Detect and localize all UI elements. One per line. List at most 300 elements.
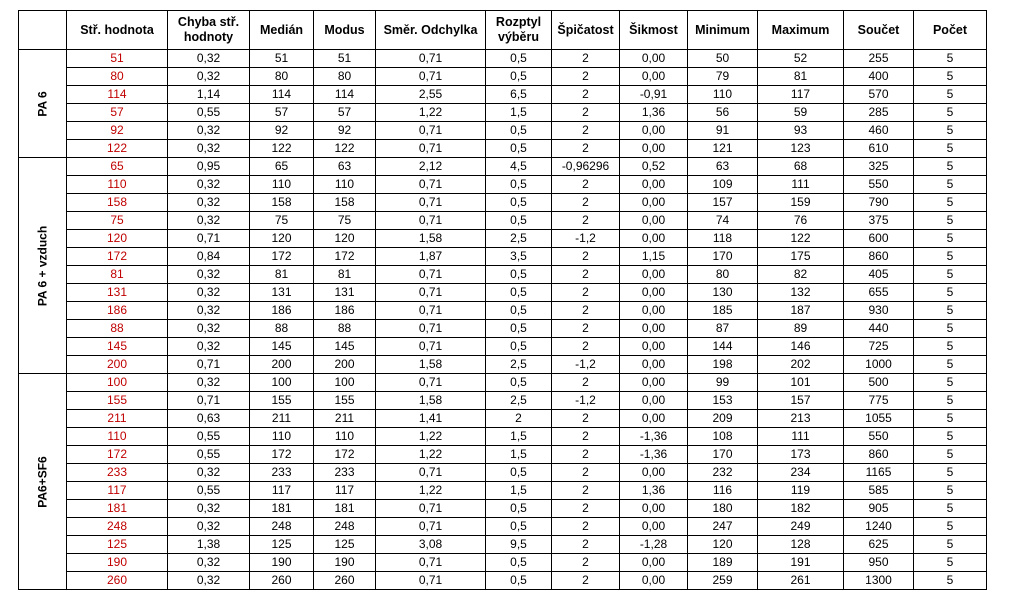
- table-cell: 81: [314, 266, 376, 284]
- table-cell: 585: [844, 482, 914, 500]
- table-cell: 2: [552, 482, 620, 500]
- mean-value-cell: 248: [67, 518, 168, 536]
- table-row: [19, 248, 987, 266]
- table-cell: 0,71: [376, 500, 486, 518]
- table-cell: 5: [914, 248, 987, 266]
- table-cell: 0,5: [486, 338, 552, 356]
- header-cell: Špičatost: [552, 11, 620, 50]
- table-cell: 9,5: [486, 536, 552, 554]
- mean-value-cell: 158: [67, 194, 168, 212]
- table-cell: 1,41: [376, 410, 486, 428]
- table-cell: 725: [844, 338, 914, 356]
- mean-value-cell: 181: [67, 500, 168, 518]
- table-cell: 0,71: [376, 212, 486, 230]
- table-cell: 1,58: [376, 392, 486, 410]
- mean-value-cell: 211: [67, 410, 168, 428]
- table-cell: 1,15: [620, 248, 688, 266]
- table-cell: 0,00: [620, 302, 688, 320]
- mean-value-cell: 80: [67, 68, 168, 86]
- table-cell: 1,22: [376, 482, 486, 500]
- table-cell: 88: [314, 320, 376, 338]
- table-cell: 5: [914, 104, 987, 122]
- table-cell: 0,5: [486, 212, 552, 230]
- table-cell: 5: [914, 464, 987, 482]
- table-cell: 157: [688, 194, 758, 212]
- table-cell: 2,55: [376, 86, 486, 104]
- table-cell: 440: [844, 320, 914, 338]
- table-cell: 0,32: [168, 140, 250, 158]
- table-cell: 108: [688, 428, 758, 446]
- table-cell: 1,58: [376, 356, 486, 374]
- table-cell: 0,32: [168, 212, 250, 230]
- header-cell: Minimum: [688, 11, 758, 50]
- mean-value-cell: 110: [67, 428, 168, 446]
- table-cell: 52: [758, 50, 844, 68]
- table-cell: 0,71: [376, 518, 486, 536]
- table-row: [19, 320, 987, 338]
- header-cell: Počet: [914, 11, 987, 50]
- table-row: [19, 428, 987, 446]
- table-cell: 0,55: [168, 104, 250, 122]
- table-cell: 5: [914, 374, 987, 392]
- table-cell: 2: [552, 446, 620, 464]
- mean-value-cell: 92: [67, 122, 168, 140]
- table-cell: 131: [314, 284, 376, 302]
- table-cell: 5: [914, 212, 987, 230]
- table-row: [19, 554, 987, 572]
- table-cell: 50: [688, 50, 758, 68]
- table-cell: 123: [758, 140, 844, 158]
- table-cell: 0,00: [620, 392, 688, 410]
- table-cell: 0,55: [168, 428, 250, 446]
- table-cell: 145: [314, 338, 376, 356]
- table-cell: 655: [844, 284, 914, 302]
- table-cell: 99: [688, 374, 758, 392]
- table-cell: 111: [758, 176, 844, 194]
- table-cell: 0,00: [620, 464, 688, 482]
- table-cell: 249: [758, 518, 844, 536]
- table-row: [19, 68, 987, 86]
- table-cell: 200: [250, 356, 314, 374]
- table-cell: -0,91: [620, 86, 688, 104]
- table-cell: 233: [314, 464, 376, 482]
- table-cell: 74: [688, 212, 758, 230]
- table-cell: 5: [914, 266, 987, 284]
- table-cell: 2: [552, 518, 620, 536]
- table-cell: -1,2: [552, 230, 620, 248]
- table-row: [19, 122, 987, 140]
- table-row: [19, 410, 987, 428]
- table-cell: 0,71: [376, 140, 486, 158]
- table-cell: 0,84: [168, 248, 250, 266]
- header-cell: Stř. hodnota: [67, 11, 168, 50]
- table-cell: 0,32: [168, 122, 250, 140]
- table-cell: 145: [250, 338, 314, 356]
- table-cell: 5: [914, 68, 987, 86]
- table-cell: 5: [914, 428, 987, 446]
- table-cell: 116: [688, 482, 758, 500]
- table-cell: -1,36: [620, 446, 688, 464]
- table-cell: 5: [914, 176, 987, 194]
- table-cell: 0,71: [376, 338, 486, 356]
- table-row: [19, 536, 987, 554]
- table-cell: 190: [250, 554, 314, 572]
- table-cell: 100: [314, 374, 376, 392]
- table-cell: 0,95: [168, 158, 250, 176]
- table-cell: 0,32: [168, 374, 250, 392]
- table-cell: 2: [552, 50, 620, 68]
- table-cell: 92: [250, 122, 314, 140]
- table-cell: 2: [552, 140, 620, 158]
- table-cell: 1,14: [168, 86, 250, 104]
- table-cell: 5: [914, 572, 987, 590]
- table-cell: 0,32: [168, 572, 250, 590]
- table-cell: 153: [688, 392, 758, 410]
- table-cell: 261: [758, 572, 844, 590]
- mean-value-cell: 75: [67, 212, 168, 230]
- table-cell: 120: [250, 230, 314, 248]
- table-row: [19, 338, 987, 356]
- table-cell: 117: [314, 482, 376, 500]
- table-cell: 1240: [844, 518, 914, 536]
- table-cell: 2: [552, 284, 620, 302]
- header-corner: [19, 11, 67, 50]
- table-cell: 110: [314, 428, 376, 446]
- table-cell: 5: [914, 320, 987, 338]
- table-cell: 1000: [844, 356, 914, 374]
- mean-value-cell: 186: [67, 302, 168, 320]
- table-cell: 51: [314, 50, 376, 68]
- table-cell: -1,36: [620, 428, 688, 446]
- table-cell: 2: [486, 410, 552, 428]
- table-cell: 0,00: [620, 230, 688, 248]
- table-cell: 3,08: [376, 536, 486, 554]
- table-cell: 119: [758, 482, 844, 500]
- table-cell: 0,5: [486, 464, 552, 482]
- table-cell: 172: [314, 248, 376, 266]
- table-row: [19, 212, 987, 230]
- table-cell: 550: [844, 176, 914, 194]
- table-cell: 0,5: [486, 374, 552, 392]
- table-cell: 0,00: [620, 320, 688, 338]
- table-cell: 114: [250, 86, 314, 104]
- group-label: PA 6: [35, 90, 49, 117]
- table-cell: 0,71: [376, 50, 486, 68]
- table-cell: 125: [314, 536, 376, 554]
- mean-value-cell: 155: [67, 392, 168, 410]
- table-cell: 325: [844, 158, 914, 176]
- table-cell: 0,00: [620, 572, 688, 590]
- table-cell: 232: [688, 464, 758, 482]
- table-row: [19, 50, 987, 68]
- table-cell: 110: [250, 428, 314, 446]
- table-cell: 460: [844, 122, 914, 140]
- table-cell: 1,22: [376, 104, 486, 122]
- table-cell: 259: [688, 572, 758, 590]
- table-cell: 0,00: [620, 176, 688, 194]
- table-cell: 0,00: [620, 374, 688, 392]
- table-cell: 211: [250, 410, 314, 428]
- table-cell: 170: [688, 248, 758, 266]
- table-cell: 1,38: [168, 536, 250, 554]
- table-cell: 80: [688, 266, 758, 284]
- table-row: [19, 446, 987, 464]
- table-cell: 117: [758, 86, 844, 104]
- table-cell: 155: [250, 392, 314, 410]
- header-cell: Směr. Odchylka: [376, 11, 486, 50]
- mean-value-cell: 57: [67, 104, 168, 122]
- table-cell: 79: [688, 68, 758, 86]
- table-cell: 2: [552, 122, 620, 140]
- header-cell: Rozptyl výběru: [486, 11, 552, 50]
- table-cell: 0,32: [168, 500, 250, 518]
- table-body: [19, 50, 987, 590]
- table-cell: 157: [758, 392, 844, 410]
- table-cell: 128: [758, 536, 844, 554]
- mean-value-cell: 65: [67, 158, 168, 176]
- table-cell: 5: [914, 284, 987, 302]
- table-row: [19, 230, 987, 248]
- table-cell: 0,71: [376, 464, 486, 482]
- table-cell: 111: [758, 428, 844, 446]
- table-row: [19, 500, 987, 518]
- table-cell: 5: [914, 302, 987, 320]
- table-cell: 0,5: [486, 518, 552, 536]
- table-cell: 0,71: [376, 572, 486, 590]
- table-cell: 0,71: [376, 554, 486, 572]
- mean-value-cell: 190: [67, 554, 168, 572]
- table-cell: 51: [250, 50, 314, 68]
- mean-value-cell: 114: [67, 86, 168, 104]
- table-cell: 130: [688, 284, 758, 302]
- table-cell: 110: [688, 86, 758, 104]
- mean-value-cell: 172: [67, 248, 168, 266]
- table-cell: 0,00: [620, 410, 688, 428]
- table-cell: 92: [314, 122, 376, 140]
- table-row: [19, 374, 987, 392]
- mean-value-cell: 122: [67, 140, 168, 158]
- table-cell: 1,22: [376, 428, 486, 446]
- table-cell: 172: [250, 446, 314, 464]
- table-cell: 2,5: [486, 356, 552, 374]
- table-cell: 2: [552, 374, 620, 392]
- table-cell: 101: [758, 374, 844, 392]
- table-cell: 175: [758, 248, 844, 266]
- table-row: [19, 176, 987, 194]
- mean-value-cell: 125: [67, 536, 168, 554]
- header-cell: Součet: [844, 11, 914, 50]
- table-cell: 198: [688, 356, 758, 374]
- table-cell: 191: [758, 554, 844, 572]
- table-cell: 0,71: [376, 194, 486, 212]
- table-cell: 625: [844, 536, 914, 554]
- table-cell: 1165: [844, 464, 914, 482]
- table-cell: 0,00: [620, 356, 688, 374]
- table-cell: 2: [552, 302, 620, 320]
- table-row: [19, 86, 987, 104]
- table-cell: 110: [250, 176, 314, 194]
- table-row: [19, 392, 987, 410]
- table-cell: 2,5: [486, 392, 552, 410]
- table-cell: 860: [844, 446, 914, 464]
- table-cell: 155: [314, 392, 376, 410]
- table-cell: 1,5: [486, 428, 552, 446]
- table-cell: 56: [688, 104, 758, 122]
- table-cell: 0,5: [486, 266, 552, 284]
- table-cell: 2: [552, 572, 620, 590]
- table-cell: 185: [688, 302, 758, 320]
- table-cell: 1,58: [376, 230, 486, 248]
- table-cell: 234: [758, 464, 844, 482]
- table-cell: 600: [844, 230, 914, 248]
- table-cell: 0,32: [168, 266, 250, 284]
- table-cell: 0,5: [486, 50, 552, 68]
- table-cell: 80: [314, 68, 376, 86]
- table-cell: 2: [552, 554, 620, 572]
- table-cell: 0,32: [168, 284, 250, 302]
- table-cell: 213: [758, 410, 844, 428]
- table-cell: 0,71: [376, 122, 486, 140]
- table-cell: 5: [914, 554, 987, 572]
- table-cell: 247: [688, 518, 758, 536]
- table-cell: 2: [552, 320, 620, 338]
- table-cell: 173: [758, 446, 844, 464]
- table-cell: 100: [250, 374, 314, 392]
- table-cell: 0,52: [620, 158, 688, 176]
- table-cell: 2: [552, 266, 620, 284]
- table-cell: 285: [844, 104, 914, 122]
- header-row: [19, 11, 987, 50]
- table-cell: 4,5: [486, 158, 552, 176]
- table-cell: 5: [914, 356, 987, 374]
- table-row: [19, 572, 987, 590]
- table-cell: 0,32: [168, 338, 250, 356]
- table-cell: 114: [314, 86, 376, 104]
- table-cell: 0,32: [168, 518, 250, 536]
- table-cell: 132: [758, 284, 844, 302]
- table-cell: 5: [914, 50, 987, 68]
- table-cell: 0,71: [376, 68, 486, 86]
- header-cell: Šikmost: [620, 11, 688, 50]
- table-cell: 125: [250, 536, 314, 554]
- table-cell: 2: [552, 410, 620, 428]
- table-cell: 500: [844, 374, 914, 392]
- table-cell: 200: [314, 356, 376, 374]
- table-cell: 59: [758, 104, 844, 122]
- table-cell: 2,5: [486, 230, 552, 248]
- table-cell: -1,28: [620, 536, 688, 554]
- mean-value-cell: 145: [67, 338, 168, 356]
- table-cell: 0,32: [168, 302, 250, 320]
- table-cell: 186: [250, 302, 314, 320]
- table-cell: 0,32: [168, 320, 250, 338]
- table-cell: 189: [688, 554, 758, 572]
- table-cell: 5: [914, 194, 987, 212]
- table-cell: 0,00: [620, 212, 688, 230]
- table-cell: 202: [758, 356, 844, 374]
- table-cell: 0,5: [486, 140, 552, 158]
- mean-value-cell: 200: [67, 356, 168, 374]
- table-cell: 5: [914, 338, 987, 356]
- table-cell: 63: [314, 158, 376, 176]
- mean-value-cell: 88: [67, 320, 168, 338]
- table-cell: 0,5: [486, 320, 552, 338]
- table-cell: 0,63: [168, 410, 250, 428]
- group-label-cell: [19, 374, 67, 590]
- table-cell: 0,71: [168, 356, 250, 374]
- table-cell: 65: [250, 158, 314, 176]
- mean-value-cell: 110: [67, 176, 168, 194]
- header-cell: Medián: [250, 11, 314, 50]
- table-cell: 2,12: [376, 158, 486, 176]
- table-cell: 248: [314, 518, 376, 536]
- table-cell: 2: [552, 86, 620, 104]
- table-cell: 6,5: [486, 86, 552, 104]
- table-cell: 2: [552, 176, 620, 194]
- table-cell: -1,2: [552, 392, 620, 410]
- table-cell: 0,71: [168, 392, 250, 410]
- table-cell: 2: [552, 428, 620, 446]
- group-label: PA6+SF6: [35, 455, 49, 508]
- table-cell: 1,22: [376, 446, 486, 464]
- table-cell: 0,00: [620, 194, 688, 212]
- table-cell: 120: [314, 230, 376, 248]
- mean-value-cell: 172: [67, 446, 168, 464]
- table-cell: 0,5: [486, 302, 552, 320]
- table-cell: 88: [250, 320, 314, 338]
- table-cell: 5: [914, 230, 987, 248]
- table-cell: 0,00: [620, 140, 688, 158]
- table-cell: 2: [552, 194, 620, 212]
- table-cell: 5: [914, 536, 987, 554]
- table-cell: 68: [758, 158, 844, 176]
- table-row: [19, 158, 987, 176]
- mean-value-cell: 120: [67, 230, 168, 248]
- table-cell: 109: [688, 176, 758, 194]
- mean-value-cell: 100: [67, 374, 168, 392]
- table-cell: 0,71: [376, 266, 486, 284]
- statistics-table: [18, 10, 987, 590]
- table-cell: 0,00: [620, 122, 688, 140]
- table-row: [19, 194, 987, 212]
- table-cell: 209: [688, 410, 758, 428]
- mean-value-cell: 260: [67, 572, 168, 590]
- table-cell: -0,96296: [552, 158, 620, 176]
- table-cell: 0,32: [168, 194, 250, 212]
- table-row: [19, 266, 987, 284]
- table-cell: 0,5: [486, 284, 552, 302]
- table-cell: 233: [250, 464, 314, 482]
- table-cell: 1,5: [486, 446, 552, 464]
- table-cell: 122: [758, 230, 844, 248]
- table-cell: 5: [914, 446, 987, 464]
- table-cell: 0,71: [376, 320, 486, 338]
- table-cell: 0,00: [620, 68, 688, 86]
- table-cell: 187: [758, 302, 844, 320]
- table-cell: 2: [552, 500, 620, 518]
- table-cell: 172: [250, 248, 314, 266]
- table-cell: 405: [844, 266, 914, 284]
- table-cell: 1,5: [486, 104, 552, 122]
- group-label-cell: [19, 158, 67, 374]
- table-cell: 110: [314, 176, 376, 194]
- table-cell: 790: [844, 194, 914, 212]
- table-cell: 0,5: [486, 500, 552, 518]
- table-cell: 89: [758, 320, 844, 338]
- table-cell: 5: [914, 482, 987, 500]
- table-cell: 0,00: [620, 500, 688, 518]
- table-cell: 2: [552, 338, 620, 356]
